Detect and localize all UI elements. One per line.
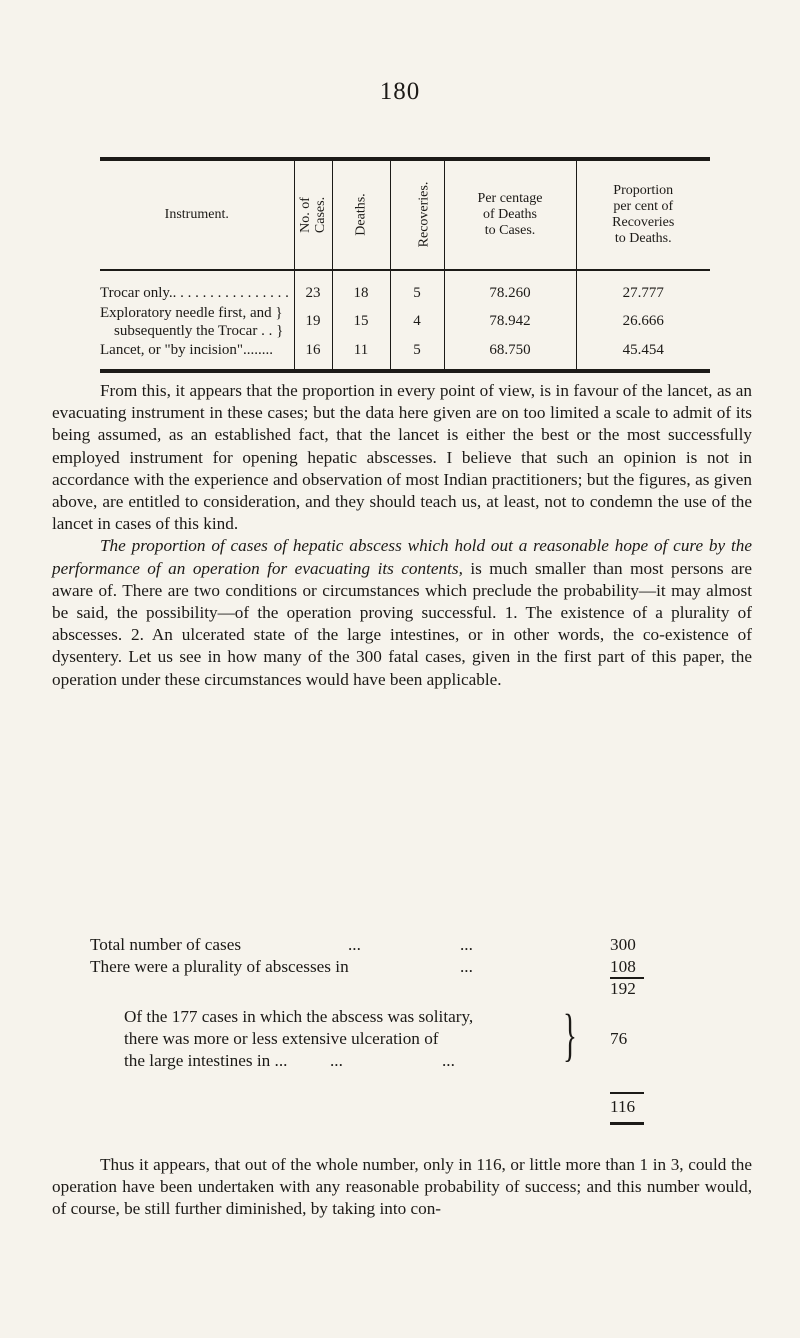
closing-paragraph: [52, 1154, 752, 1221]
row-deaths: 11: [332, 340, 390, 369]
tally-dots: ...: [460, 935, 473, 954]
header-deaths: Deaths.: [332, 161, 390, 269]
page-number: 180: [379, 78, 421, 105]
tally-total-value: 300: [610, 935, 636, 954]
paragraph: [52, 535, 752, 690]
case-tally: [90, 934, 710, 1116]
row-proportion: 45.454: [576, 340, 710, 369]
row-recoveries: 5: [390, 271, 444, 304]
row-proportion: 27.777: [576, 271, 710, 304]
row-instrument: Lancet, or "by incision"........: [100, 342, 274, 358]
row-cases: 19: [294, 304, 332, 340]
right-brace-icon: }: [562, 1002, 577, 1067]
row-recoveries: 5: [390, 340, 444, 369]
row-instrument: Trocar only.. . . . . . . . . . . . . . . .: [100, 285, 289, 301]
row-percentage-deaths: 78.942: [444, 304, 576, 340]
statistics-table: [100, 157, 710, 373]
row-cases: 16: [294, 340, 332, 369]
header-percentage-deaths: Per centage of Deaths to Cases.: [444, 161, 576, 269]
row-deaths: 18: [332, 271, 390, 304]
sum-rule: [610, 1092, 644, 1094]
solitary-line: there was more or less extensive ulceration of: [124, 1029, 439, 1048]
header-instrument: Instrument.: [164, 207, 229, 222]
tally-dots: ...: [348, 935, 361, 954]
solitary-block: [90, 1002, 710, 1072]
tally-subtotal-row: [90, 978, 710, 1000]
tally-total-label: Total number of cases: [90, 935, 242, 954]
row-cases: 23: [294, 271, 332, 304]
body-paragraphs: [52, 380, 752, 691]
header-proportion-recoveries: Proportion per cent of Recoveries to Deaths.: [576, 161, 710, 269]
row-instrument: [100, 304, 294, 340]
solitary-line: Of the 177 cases in which the abscess was solitary,: [124, 1007, 474, 1026]
row-deaths: 15: [332, 304, 390, 340]
tally-plural-value: 108: [610, 957, 636, 976]
tally-solitary-value: 76: [610, 1029, 628, 1048]
paragraph: Thus it appears, that out of the whole number, only in 116, or little more than 1 in 3, could the operation have been undertaken with any reasonable probability of success; and this number would, of course, be still further diminished, by taking into con-: [52, 1155, 752, 1219]
tally-plural-label: There were a plurality of abscesses in: [90, 957, 349, 976]
row-proportion: 26.666: [576, 304, 710, 340]
tally-dots: ...: [460, 957, 473, 976]
solitary-line: the large intestines in ...: [124, 1051, 288, 1070]
tally-subtotal: 192: [610, 979, 636, 998]
italic-lead: The proportion of cases of hepatic abscess which hold out a reasonable hope of cure by the performance of an operation for evacuating its contents,: [52, 536, 752, 578]
tally-result: 116: [610, 1097, 636, 1116]
row-instrument-line1: Exploratory needle first, and }: [100, 304, 283, 321]
row-instrument-line2: subsequently the Trocar . . }: [114, 322, 284, 339]
table-bottom-rule: [100, 369, 710, 373]
table-row: [100, 304, 710, 340]
row-percentage-deaths: 68.750: [444, 340, 576, 369]
table-row: [100, 340, 710, 369]
header-cases: No. of Cases.: [294, 161, 332, 269]
tally-dots: ...: [442, 1051, 455, 1070]
tally-dots: ...: [330, 1051, 343, 1070]
tally-plural-row: [90, 956, 710, 978]
tally-total-row: [90, 934, 710, 956]
table-row: [100, 271, 710, 304]
row-percentage-deaths: 78.260: [444, 271, 576, 304]
sum-rule: [610, 1122, 644, 1125]
paragraph-rest: is much smaller than most persons are aware of. There are two conditions or circumstances which preclude the probability—it may almost be said, the possibility—of the operation proving successful. 1. The existence of a plurality of abscesses. 2. An ulcerated state of the large intestines, or in other words, the co-existence of dysentery. Let us see in how many of the 300 fatal cases, given in the first part of this paper, the operation under these circumstances would have been applicable.: [52, 558, 752, 689]
row-recoveries: 4: [390, 304, 444, 340]
paragraph: From this, it appears that the proportion in every point of view, is in favour of the lancet, as an evacuating instrument in these cases; but the data here given are on too limited a scale to admit of its being assumed, as an established fact, that the lancet is either the best or the most successfully employed instrument for opening hepatic abscesses. I believe that such an opinion is not in accordance with the experience and observation of most Indian practitioners; but the figures, as given above, are entitled to consideration, and they should teach us, at least, not to condemn the use of the lancet in cases of this kind.: [52, 381, 752, 534]
header-recoveries: Recoveries.: [390, 161, 444, 269]
